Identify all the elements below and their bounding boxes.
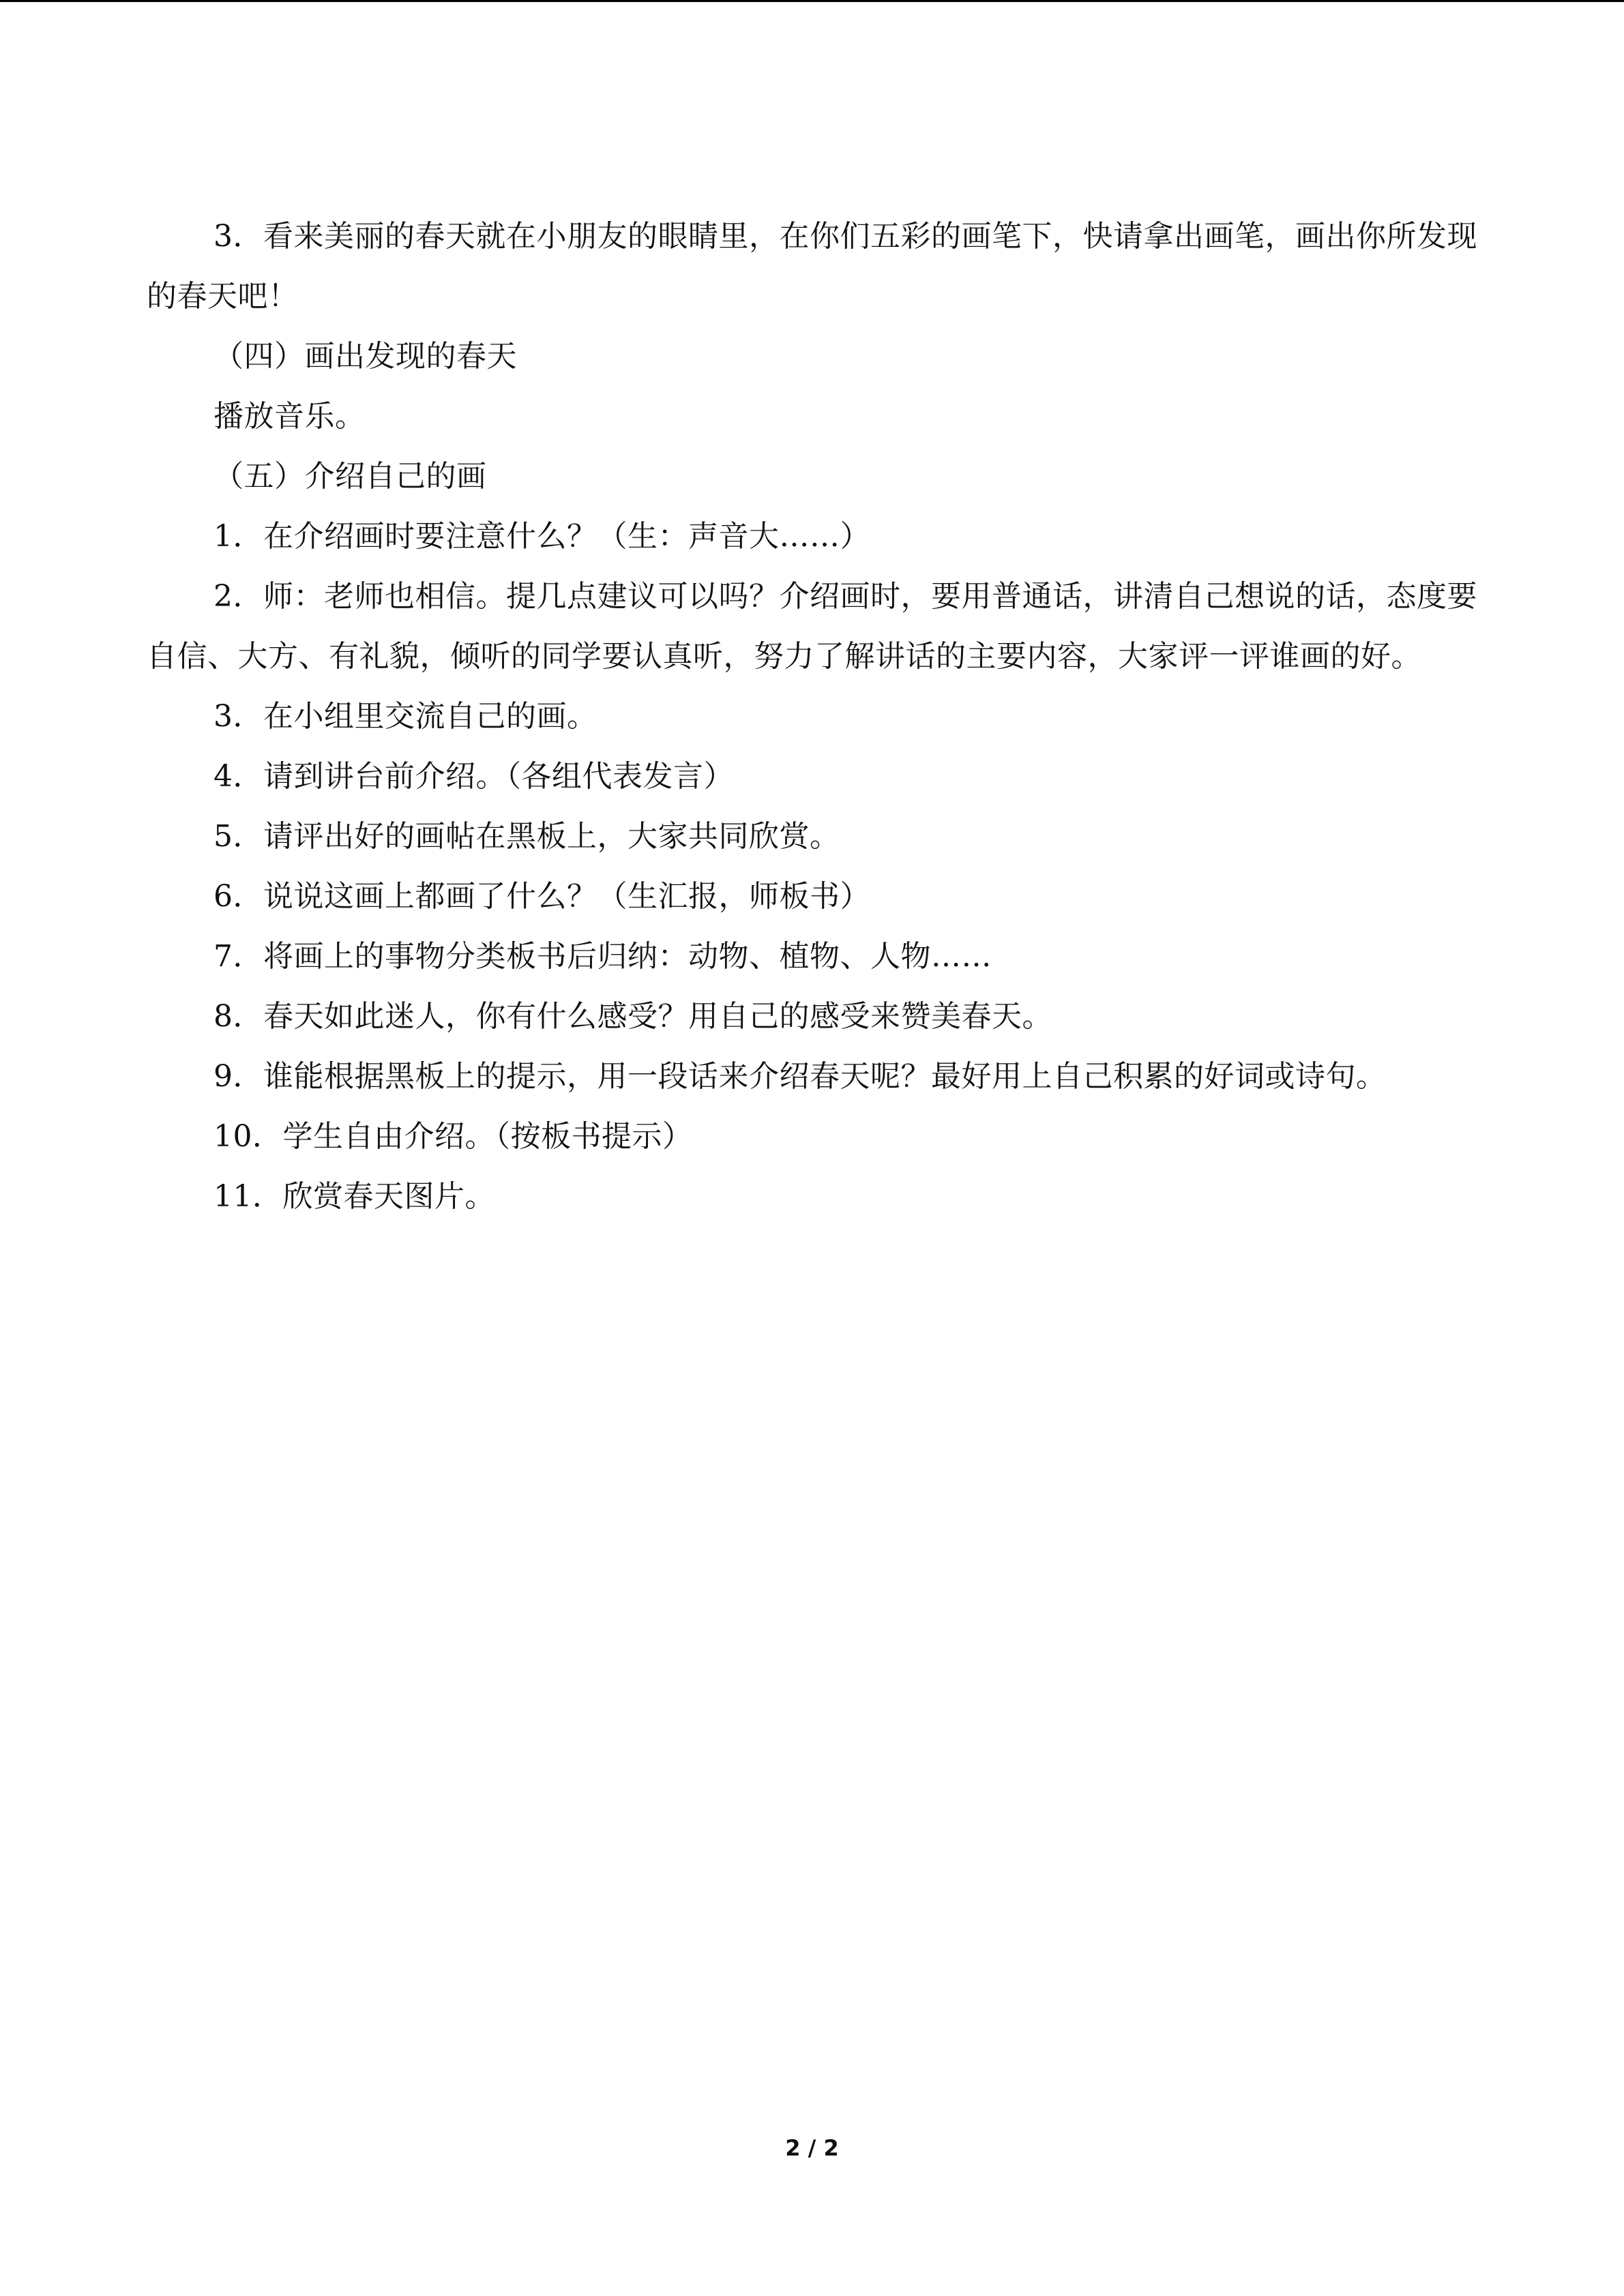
document-body <box>147 207 1483 1227</box>
paragraph-item-2: 2．师：老师也相信。提几点建议可以吗？介绍画时，要用普通话，讲清自己想说的话，态度要自信、大方、有礼貌，倾听的同学要认真听，努力了解讲话的主要内容，大家评一评谁画的好。 <box>147 579 1477 674</box>
section-heading-4: （四）画出发现的春天 <box>213 339 517 374</box>
paragraph-item-1: 1．在介绍画时要注意什么？（生：声音大……） <box>213 519 870 554</box>
paragraph-item-8: 8．春天如此迷人，你有什么感受？用自己的感受来赞美春天。 <box>213 999 1052 1034</box>
paragraph-item-4: 4．请到讲台前介绍。（各组代表发言） <box>213 759 734 794</box>
section-heading-5: （五）介绍自己的画 <box>213 459 487 494</box>
paragraph-item-7: 7．将画上的事物分类板书后归纳：动物、植物、人物…… <box>213 939 992 974</box>
paragraph-item-11: 11．欣赏春天图片。 <box>213 1179 495 1214</box>
page-number: 2 / 2 <box>785 2135 839 2161</box>
paragraph-item-6: 6．说说这画上都画了什么？（生汇报，师板书） <box>213 879 870 914</box>
paragraph-play-music: 播放音乐。 <box>213 399 366 434</box>
paragraph-item-3: 3．在小组里交流自己的画。 <box>213 699 597 734</box>
paragraph-item-5: 5．请评出好的画帖在黑板上，大家共同欣赏。 <box>213 819 840 854</box>
paragraph-item-10: 10．学生自由介绍。（按板书提示） <box>213 1119 693 1154</box>
paragraph-step-3-draw: 3．看来美丽的春天就在小朋友的眼睛里，在你们五彩的画笔下，快请拿出画笔，画出你所发现的春天吧！ <box>147 219 1477 314</box>
paragraph-item-9: 9．谁能根据黑板上的提示，用一段话来介绍春天呢？最好用上自己积累的好词或诗句。 <box>213 1059 1387 1094</box>
